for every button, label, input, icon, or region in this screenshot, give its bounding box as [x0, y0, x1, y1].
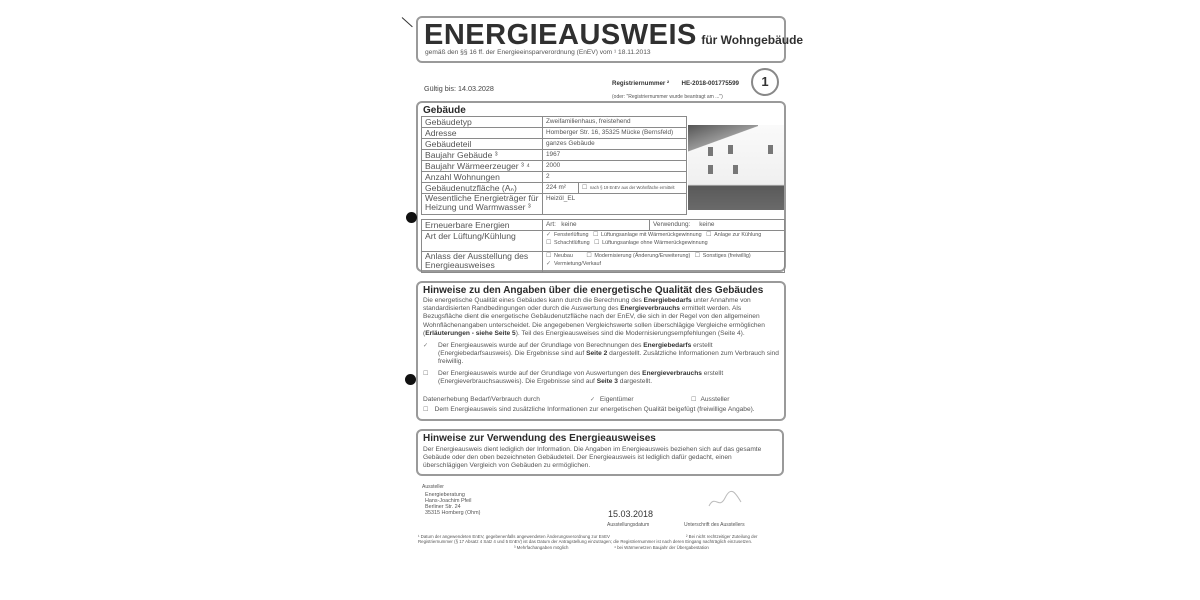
ventilation-option[interactable]: ☐ Lüftungsanlage ohne Wärmerückgewinnung: [594, 240, 708, 246]
table-row: Baujahr Wärmeerzeuger ³ ⁴ 2000: [422, 161, 687, 172]
table-row: Anzahl Wohnungen 2: [422, 172, 687, 183]
usage-notes-title: Hinweise zur Verwendung des Energieausweises: [423, 433, 656, 444]
occasion-option[interactable]: ✓ Vermietung/Verkauf: [546, 261, 602, 267]
area-source-note: ☐ nach § 19 EnEV aus der Wohnfläche ermittelt: [578, 183, 675, 193]
title-box: [416, 16, 804, 63]
checkbox-checked-icon: ✓: [423, 343, 429, 349]
building-section: [416, 101, 786, 272]
scan-corner-mark: [402, 17, 413, 27]
table-row: Wesentliche Energieträger für Heizung und Warmwasser ³ Heizöl_EL: [422, 194, 687, 215]
registration-number: HE-2018-001775599: [681, 80, 739, 87]
valid-until: Gültig bis: 14.03.2028: [424, 84, 494, 93]
checkbox-icon: ☐: [423, 371, 429, 377]
checkbox-icon: ☐: [581, 185, 588, 191]
punch-hole-bottom: [405, 374, 416, 385]
extra-info-option[interactable]: ☐ Dem Energieausweis sind zusätzliche Informationen zur energetischen Qualität beigefügt (freiwillige Angabe).: [423, 406, 755, 413]
occasion-option[interactable]: ☐ Modernisierung (Änderung/Erweiterung): [586, 253, 691, 259]
page-number: 1: [761, 74, 769, 89]
signature-scribble: [705, 488, 745, 512]
issuer-option[interactable]: ☐ Aussteller: [691, 396, 730, 403]
table-row: Anlass der Ausstellung des Energieausweises ☐ Neubau ☐ Modernisierung (Änderung/Erweiterung) ☐ Sonstiges (freiwillig) ✓ Vermietung/Verkauf: [422, 252, 785, 273]
ventilation-option[interactable]: ☐ Lüftungsanlage mit Wärmerückgewinnung: [592, 232, 702, 238]
table-row: Baujahr Gebäude ³ 1967: [422, 150, 687, 161]
ventilation-option[interactable]: ✓ Fensterlüftung: [546, 232, 589, 238]
page-number-badge: [751, 68, 779, 96]
energy-certificate-page: ENERGIEAUSWEIS für Wohngebäude gemäß den §§ 16 ff. der Energieeinsparverordnung (EnEV) vom ¹ 18.11.2013 Gültig bis: 14.03.2028 Registriernummer ² HE-2018-001775599 (oder: "Registriernummer wurde beantragt am ...") 1 Gebäude Gebäudetyp Zweifamilienhaus, freistehend Adresse Homberger Str. 16, 35325 Mücke (Bernsfeld) Gebäudeteil ganzes Gebäude Baujahr Gebäude ³ 1967 Baujahr Wärmeerzeuger ³ ⁴ 2000 Anzahl Wohnungen 2 Gebäudenutzfläche (Aₙ) 224 m² ☐ nach § 19 EnEV aus der Wohnfläche ermittelt Wesentliche Energieträger für Heizung und Warmwasser ³ Heizöl_EL Erneuerbare Energien Art: keine Verwendung: keine Art der Lüftung/Kühlung ✓ Fensterlüftung ☐ Lüftungsanlage mit Wärmerückgewinnung ☐ Anlage zur Kühlung ☐ Schachtlüftung ☐ Lüftungsanlage ohne Wärmerückgewinnung Anlass der Ausstellung des Energieausweises ☐ Neubau ☐ Modernisierung (Änderung/Erweiterung) ☐ Sonstiges (freiwillig) ✓ Vermietung/Verkauf Hinweise zu den Angaben über die energetische Qualität des Gebäudes Die energetische Qualität eines Gebäudes kann durch die Berechnung des Energiebedarfs unter Annahme von standardisierten Randbedingungen oder durch die Auswertung des Energieverbrauchs ermittelt werden. Als Bezugsfläche dient die energetische Gebäudenutzfläche nach der EnEV, die sich in der Regel von den allgemeinen Wohnflächenangaben unterscheidet. Die angegebenen Vergleichswerte sollen überschlägige Vergleiche ermöglichen (Erläuterungen - siehe Seite 5). Teil des Energieausweises sind die Modernisierungsempfehlungen (Seite 4). ✓ Der Energieausweis wurde auf der Grundlage von Berechnungen des Energiebedarfs erstellt (Energiebedarfsausweis). Die Ergebnisse sind auf Seite 2 dargestellt. Zusätzliche Informationen zum Verbrauch sind freiwillig. ☐ Der Energieausweis wurde auf der Grundlage von Auswertungen des Energieverbrauchs erstellt (Energieverbrauchsausweis). Die Ergebnisse sind auf Seite 3 dargestellt. Datenerhebung Bedarf/Verbrauch durch ✓ Eigentümer ☐ Aussteller ☐ Dem Energieausweis sind zusätzliche Informationen zur energetischen Qualität beigefügt (freiwillige Angabe). Hinweise zur Verwendung des Energieausweises Der Energieausweis dient lediglich der Information. Die Angaben im Energieausweis beziehen sich auf das gesamte Gebäude oder den oben bezeichneten Gebäudeteil. Der Energieausweis ist lediglich dafür gedacht, einen überschlägigen Vergleich von Gebäuden zu ermöglichen. Aussteller Energieberatung Hans-Joachim Pfeil Berliner Str. 24 35315 Homberg (Ohm) 15.03.2018 Ausstellungsdatum Unterschrift des Ausstellers ¹ Datum der angewendeten EnEV, gegebenenfalls angewendeten Änderungsverordnung zur EnEV ² Bei nicht rechtzeitiger Zuteilung der Registriernummer (§ 17 Absatz 4 Satz 4 und 5 EnEV) ist das Datum der Antragstellung einzutragen; die Registriernummer ist nach deren Eingang nachträglich einzusetzen. ³ Mehrfachangaben möglich ⁴ bei Wärmenetzen Baujahr der Übergabestation: [400, 0, 800, 600]
issue-date: 15.03.2018: [608, 509, 654, 519]
quality-notes-paragraph: Die energetische Qualität eines Gebäudes kann durch die Berechnung des Energiebedarfs unter Annahme von standardisierten Randbedingungen oder durch die Auswertung des Energieverbrauchs ermittelt werden. Als Bezugsfläche dient die energetische Gebäudenutzfläche nach der EnEV, die sich in der Regel von den allgemeinen Wohnflächenangaben unterscheidet. Die angegebenen Vergleichswerte sollen überschlägige Vergleiche ermöglichen (Erläuterungen - siehe Seite 5). Teil des Energieausweises sind die Modernisierungsempfehlungen (Seite 4).: [423, 297, 765, 337]
building-options-table: [421, 219, 785, 273]
table-row: Adresse Homberger Str. 16, 35325 Mücke (Bernsfeld): [422, 128, 687, 139]
table-row: Erneuerbare Energien Art: keine Verwendung: keine: [422, 220, 785, 231]
registration-note: (oder: "Registriernummer wurde beantragt am ..."): [612, 94, 723, 100]
signature-label: Unterschrift des Ausstellers: [684, 522, 745, 528]
registration-label: Registriernummer ²: [612, 80, 670, 87]
consumption-option[interactable]: ☐ Der Energieausweis wurde auf der Grundlage von Auswertungen des Energieverbrauchs erstellt (Energieverbrauchsausweis). Die Ergebnisse sind auf Seite 3 dargestellt.: [423, 370, 724, 386]
legal-basis: gemäß den §§ 16 ff. der Energieeinsparverordnung (EnEV) vom ¹ 18.11.2013: [425, 49, 651, 56]
occasion-option[interactable]: ☐ Sonstiges (freiwillig): [694, 253, 751, 259]
quality-notes-section: [416, 281, 786, 421]
usage-notes-text: Der Energieausweis dient lediglich der Information. Die Angaben im Energieausweis beziehen sich auf das gesamte Gebäude oder den oben bezeichneten Gebäudeteil. Der Energieausweis ist lediglich dafür gedacht, einen überschlägigen Vergleich von Gebäuden zu ermöglichen.: [423, 446, 762, 470]
table-row: Gebäudetyp Zweifamilienhaus, freistehend: [422, 117, 687, 128]
document-subtitle: für Wohngebäude: [701, 33, 804, 47]
building-data-table: [421, 116, 687, 215]
building-photo: [688, 125, 784, 210]
occasion-option[interactable]: ☐ Neubau: [546, 253, 573, 259]
document-title: ENERGIEAUSWEIS: [424, 19, 697, 51]
quality-notes-title: Hinweise zu den Angaben über die energetische Qualität des Gebäudes: [423, 285, 764, 296]
ventilation-option[interactable]: ☐ Schachtlüftung: [546, 240, 590, 246]
renewables-use: keine: [699, 221, 715, 228]
data-collection-row: Datenerhebung Bedarf/Verbrauch durch ✓ Eigentümer ☐ Aussteller: [423, 396, 730, 403]
owner-option[interactable]: ✓ Eigentümer: [590, 396, 634, 403]
issuer-label: Aussteller: [422, 484, 444, 490]
table-row: Gebäudenutzfläche (Aₙ) 224 m² ☐ nach § 19 EnEV aus der Wohnfläche ermittelt: [422, 183, 687, 194]
registration-block: [612, 72, 739, 100]
issuer-address: Energieberatung Hans-Joachim Pfeil Berliner Str. 24 35315 Homberg (Ohm): [425, 492, 481, 516]
usage-notes-section: [416, 429, 784, 476]
table-row: Art der Lüftung/Kühlung ✓ Fensterlüftung ☐ Lüftungsanlage mit Wärmerückgewinnung ☐ Anlage zur Kühlung ☐ Schachtlüftung ☐ Lüftungsanlage ohne Wärmerückgewinnung: [422, 231, 785, 252]
demand-option[interactable]: ✓ Der Energieausweis wurde auf der Grundlage von Berechnungen des Energiebedarfs erstellt (Energiebedarfsausweis). Die Ergebnisse sind auf Seite 2 dargestellt. Zusätzliche Informationen zum Verbrauch sind freiwillig.: [423, 342, 779, 366]
ventilation-option[interactable]: ☐ Anlage zur Kühlung: [706, 232, 762, 238]
issue-date-label: Ausstellungsdatum: [607, 522, 650, 528]
renewables-type: keine: [561, 221, 577, 228]
building-section-title: Gebäude: [423, 105, 466, 116]
punch-hole-top: [406, 212, 417, 223]
table-row: Gebäudeteil ganzes Gebäude: [422, 139, 687, 150]
